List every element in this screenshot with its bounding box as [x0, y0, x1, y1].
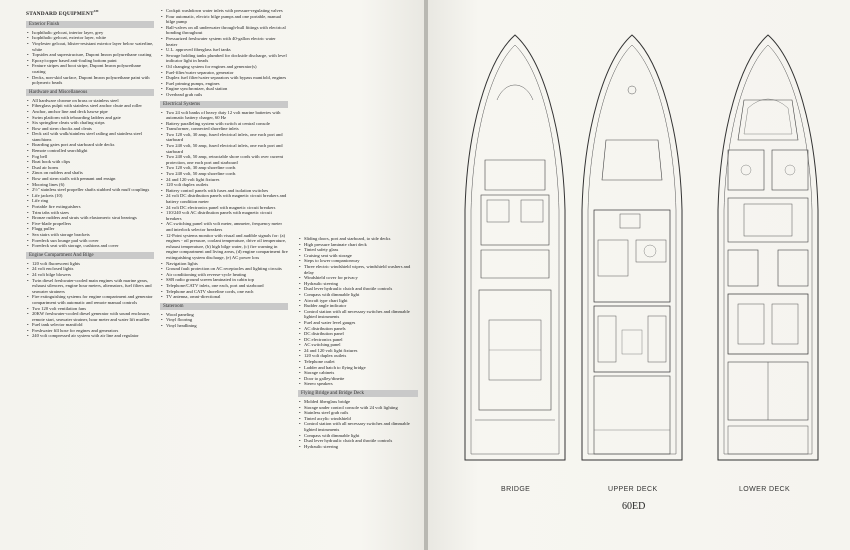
list-item: • 20KW freshwater-cooled diesel generator with sound enclosure, remote start, seawater strainer, hour meter and water lift muffler — [32, 311, 154, 322]
list-item: • Topsides and superstructure, Dupont Imron polyurethane coating — [32, 52, 154, 58]
list-item: • Two 240 volt, 50 amp, retractable shore cords with over current protection, one each port and starboard — [166, 154, 288, 165]
list-item: • DC electronics panel — [304, 337, 418, 343]
list-item: • Trim tabs with sizes — [32, 210, 154, 216]
list-item: • Sliding doors, port and starboard, to side decks — [304, 236, 418, 242]
list-exterior — [26, 30, 154, 86]
list-item: • Sea stairs with storage brackets — [32, 232, 154, 238]
upper-deck-plan — [582, 35, 682, 460]
list-plumbing — [160, 8, 288, 98]
list-item: • Flagg puller — [32, 226, 154, 232]
list-item: • Cockpit washdown water inlets with pressure-regulating valves — [166, 8, 288, 14]
list-item: • Dual air horns — [32, 165, 154, 171]
list-item: • Navigation lights — [166, 261, 288, 267]
list-item: • Steps to lower companionway — [304, 258, 418, 264]
list-item: • Anchor, anchor line and deck hawse pipe — [32, 109, 154, 115]
list-item: • Bow and stern staffs with pennant and ensign — [32, 176, 154, 182]
list-item: • Deck rail with walk/stainless steel railing and stainless steel stanchions — [32, 131, 154, 142]
list-electrical — [160, 110, 288, 300]
list-item: • Boarding gates port and starboard side decks — [32, 142, 154, 148]
deck-label-lower: LOWER DECK — [739, 486, 791, 493]
list-item: • 12-Point systems monitor with visual and audible signals for: (a) engines - oil pressure, coolant temperature, drive oil temperature, exhaust temperature, (b) high bilge water, (c) fire warning in engine compartment and living areas, (d) engine compartment fire extinguishing system discharge, (e) AC power loss — [166, 233, 288, 261]
list-item: • Dual lever hydraulic clutch and throttle controls — [304, 286, 418, 292]
section-heading-flying-bridge: Flying Bridge and Bridge Deck — [298, 390, 418, 397]
list-item: • Two 120 volt, 30 amp shoreline cords — [166, 165, 288, 171]
list-item: • Door to galley/dinette — [304, 376, 418, 382]
list-item: • Epoxy/copper based anti-fouling bottom paint — [32, 58, 154, 64]
deck-label-upper: UPPER DECK — [608, 486, 658, 493]
list-item: • Tinted acrylic windshield — [304, 416, 418, 422]
list-item: • AC switching panel with volt meter, ammeter, frequency meter and interlock selector breakers — [166, 221, 288, 232]
list-item: • Fuel-filter/water separator, generator — [166, 70, 288, 76]
list-item: • Mooring lines (6) — [32, 182, 154, 188]
list-item: • Wood paneling — [166, 312, 288, 318]
list-item: • Five-blade propellers — [32, 221, 154, 227]
section-heading-stateroom: Stateroom — [160, 303, 288, 310]
list-item: • Ball-valves on all underwater through-hull fittings with electrical bonding throughout — [166, 25, 288, 36]
section-heading-engine: Engine Compartment And Bilge — [26, 252, 154, 259]
list-item: • Cruising seat with storage — [304, 253, 418, 259]
spec-page — [0, 0, 424, 550]
list-item: • Vinylester gelcoat, blister-resistant exterior layer below waterline, white — [32, 41, 154, 52]
list-item: • 24 and 120 volt light fixtures — [304, 348, 418, 354]
list-item: • Aircraft type chart light — [304, 298, 418, 304]
list-item: • Hydraulic steering — [304, 444, 418, 450]
list-item: • Bow and stern chocks and cleats — [32, 126, 154, 132]
list-item: • Ground fault protection on AC receptacles and lighting circuits — [166, 266, 288, 272]
list-item: • Tinted safety glass — [304, 247, 418, 253]
list-item: • 2½" stainless steel propeller shafts stubbed with muff couplings — [32, 187, 154, 193]
list-item: • Overhead grab rails — [166, 92, 288, 98]
list-item: • Isophthalic gelcoat, exterior layer, white — [32, 35, 154, 41]
list-item: • Twin diesel freshwater-cooled main engines with marine gears, exhaust silencers, engine hour meters, alternators, fuel filters and seawater strainers — [32, 278, 154, 295]
list-item: • Two 240 volt, 50 amp shoreline cords — [166, 171, 288, 177]
list-item: • Foredeck sun lounge pad with cover — [32, 238, 154, 244]
list-item: • Bronze rudders and struts with elastomeric strut bearings — [32, 215, 154, 221]
list-item: • Compass with dimmable light — [304, 292, 418, 298]
list-item: • DC distribution panel — [304, 331, 418, 337]
list-item: • Vinyl flooring — [166, 317, 288, 323]
list-flying-bridge — [298, 399, 418, 449]
list-item: • Stereo speakers — [304, 381, 418, 387]
deck-plans-drawing — [428, 0, 850, 550]
list-item: • Storage under control console with 24 volt lighting — [304, 405, 418, 411]
list-item: • Hydraulic steering — [304, 281, 418, 287]
list-item: • Duplex fuel filter/water separators with bypass manifold, engines — [166, 75, 288, 81]
list-item: • Vinyl headlining — [166, 323, 288, 329]
list-item: • Engine synchronizer, dual station — [166, 86, 288, 92]
list-item: • 120 volt fluorescent lights — [32, 261, 154, 267]
list-item: • Foredeck seat with storage, cushions and cover — [32, 243, 154, 249]
section-heading-electrical: Electrical Systems — [160, 101, 288, 108]
list-item: • Oil changing system for engines and generator(s) — [166, 64, 288, 70]
list-item: • Three electric windshield wipers, windshield washers and delay — [304, 264, 418, 275]
deck-label-bridge: BRIDGE — [501, 486, 531, 493]
list-item: • 24 volt DC distribution panels with magnetic circuit breakers and battery condition meter — [166, 193, 288, 204]
list-item: • 24 and 120 volt light fixtures — [166, 177, 288, 183]
list-item: • Swim platform with teboarding ladders and gate — [32, 115, 154, 121]
section-heading-exterior: Exterior Finish — [26, 21, 154, 28]
list-item: • High pressure laminate chart deck — [304, 242, 418, 248]
list-item: • 24 volt bilge blowers — [32, 272, 154, 278]
list-item: • 240 volt compressed air system with air line and regulator — [32, 333, 154, 339]
list-item: • Portable fire extinguishers — [32, 204, 154, 210]
list-item: • U.L. approved fiberglass fuel tanks — [166, 47, 288, 53]
list-item: • Battery control panels with fuses and isolation switches — [166, 188, 288, 194]
list-item: • Freshwater fill hose for engines and generators — [32, 328, 154, 334]
list-item: • Fuel tank selector manifold — [32, 322, 154, 328]
list-item: • SSB radio ground screen laminated in cabin top — [166, 277, 288, 283]
list-item: • Two 120 volt, 30 amp, fused electrical inlets, one each port and starboard — [166, 132, 288, 143]
list-item: • Two 240 volt, 50 amp, fused electrical inlets, one each port and starboard — [166, 143, 288, 154]
list-item: • Rudder angle indicator — [304, 303, 418, 309]
list-item: • Fire extinguishing systems for engine compartment and generator compartment with automatic and remote manual controls — [32, 294, 154, 305]
list-stateroom — [160, 312, 288, 329]
list-item: • Stainless steel grab rails — [304, 410, 418, 416]
list-item: • Life ring — [32, 198, 154, 204]
list-item: • Compass with dimmable light — [304, 433, 418, 439]
list-item: • Fuel and water level gauges — [304, 320, 418, 326]
list-item: • TV antenna, omni-directional — [166, 294, 288, 300]
list-item: • 120 volt duplex outlets — [166, 182, 288, 188]
list-item: • Transformer, connected shoreline inlets — [166, 126, 288, 132]
list-item: • All hardware chrome on brass or stainless steel — [32, 98, 154, 104]
list-item: • Telephone and CATV shoreline cords, one each — [166, 289, 288, 295]
spec-column-3 — [298, 236, 418, 449]
list-item: • Decks, non-skid surface, Dupont Imron polyurethane paint with polymeric beads — [32, 75, 154, 86]
list-item: • Pressurized freshwater system with 40-gallon electric water heater — [166, 36, 288, 47]
list-item: • AC distribution panels — [304, 326, 418, 332]
list-item: • Life jackets (10) — [32, 193, 154, 199]
list-item: • Six springline cleats with chafing strips — [32, 120, 154, 126]
list-item: • Two 24 volt banks of heavy duty 12 volt marine batteries with automatic battery charger, 60 Hz — [166, 110, 288, 121]
spec-column-2 — [160, 8, 288, 328]
list-item: • Remote controlled searchlight — [32, 148, 154, 154]
list-item: • Feature stripes and boot stripe, Dupont Imron polyurethane coating — [32, 63, 154, 74]
model-number: 60ED — [622, 501, 646, 512]
list-item: • Boat hook with clips — [32, 159, 154, 165]
deck-plan-page — [428, 0, 850, 550]
list-item: • Telephone outlet — [304, 359, 418, 365]
list-item: • Windshield cover for privacy — [304, 275, 418, 281]
list-item: • 24 volt DC electronics panel with magnetic circuit breakers — [166, 205, 288, 211]
lower-deck-plan — [718, 35, 818, 460]
list-item: • Storage cabinets — [304, 370, 418, 376]
bridge-plan — [465, 35, 565, 460]
list-item: • Zinos on rudders and shafts — [32, 170, 154, 176]
list-item: • Sewage holding tanks plumbed for dockside discharge, with level indicator light in heads — [166, 53, 288, 64]
list-engine — [26, 261, 154, 339]
list-item: • 110/240 volt AC distribution panels with magnetic circuit breakers — [166, 210, 288, 221]
list-upper-station — [298, 236, 418, 387]
list-item: • Control station with all necessary switches and dimmable lighted instruments — [304, 309, 418, 320]
section-heading-hardware: Hardware and Miscellaneous — [26, 89, 154, 96]
list-item: • AC switching panel — [304, 342, 418, 348]
list-item: • Four automatic, electric bilge pumps and one portable, manual bilge pump — [166, 14, 288, 25]
list-item: • Fiberglass pulpit with stainless steel anchor chute and roller — [32, 103, 154, 109]
list-item: • Fog bell — [32, 154, 154, 160]
list-item: • Dual lever hydraulic clutch and throttle controls — [304, 438, 418, 444]
list-item: • Two 120 volt ventilation fans — [32, 306, 154, 312]
list-item: • Ladder and hatch to flying bridge — [304, 365, 418, 371]
page-title: STANDARD EQUIPMENT℠ — [26, 9, 99, 17]
list-hardware — [26, 98, 154, 249]
list-item: • Air conditioning with reverse-cycle heating — [166, 272, 288, 278]
list-item: • Molded fiberglass bridge — [304, 399, 418, 405]
list-item: • Battery paralleling system with switch at central console — [166, 121, 288, 127]
spec-column-1 — [26, 8, 154, 339]
list-item: • 24 volt enclosed lights — [32, 266, 154, 272]
list-item: • Isophthalic gelcoat, interior layer, grey — [32, 30, 154, 36]
list-item: • Telephone/CATV inlets, one each, port and starboard — [166, 283, 288, 289]
list-item: • 120 volt duplex outlets — [304, 353, 418, 359]
list-item: • Control station with all necessary switches and dimmable lighted instruments — [304, 421, 418, 432]
list-item: • Fuel priming pumps, engines — [166, 81, 288, 87]
